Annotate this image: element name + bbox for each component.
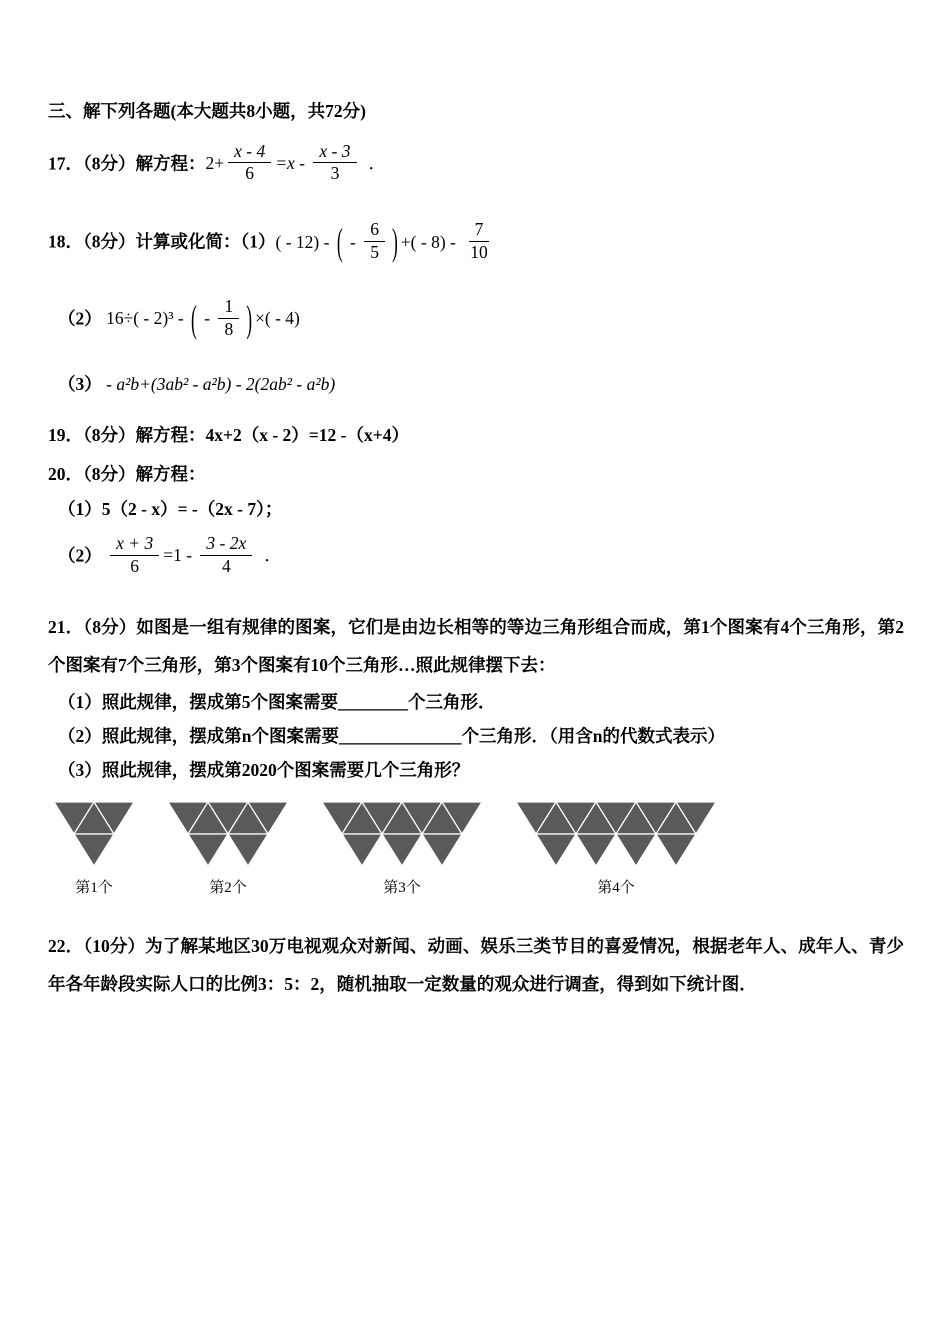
question-21 <box>48 608 904 685</box>
q18-part2-tag: （2） <box>58 308 102 329</box>
question-18 <box>48 221 904 266</box>
section-header-text: 三、解下列各题(本大题共8小题，共72分) <box>48 101 366 121</box>
pattern-2-label: 第2个 <box>209 879 247 896</box>
q20-number: 20． <box>48 463 83 484</box>
q18-stem: （8分）计算或化简： <box>83 231 241 252</box>
question-22 <box>48 927 904 1004</box>
left-paren: ( <box>191 296 197 340</box>
question-21-part1: （1）照此规律，摆成第5个图案需要________个三角形． <box>58 691 496 712</box>
question-20 <box>48 457 904 492</box>
question-21-part2: （2）照此规律，摆成第n个图案需要______________个三角形．（用含n的代数式表示） <box>58 725 725 746</box>
q20-part1-tag: （1） <box>58 498 102 519</box>
section-header <box>48 92 904 131</box>
pattern-4-label: 第4个 <box>597 879 635 896</box>
q17-eq-period: ． <box>368 152 386 173</box>
q21-number: 21． <box>48 616 84 637</box>
fraction <box>110 533 159 578</box>
q20-stem: （8分）解方程： <box>83 463 206 484</box>
pattern-3-triangles-image <box>322 801 482 867</box>
fraction-numerator: 3 - 2x <box>200 533 252 556</box>
pattern-figure-1 <box>54 801 134 897</box>
q18-number: 18． <box>48 231 83 252</box>
question-19 <box>48 418 904 453</box>
pattern-4-triangles-image <box>516 801 716 867</box>
q18-part2-expression <box>106 296 300 340</box>
fraction <box>313 141 356 186</box>
q17-eq-lead: 2+ <box>205 152 225 173</box>
fraction-numerator: 6 <box>364 219 385 242</box>
q18-part3-expression: - a²b+(3ab² - a²b) - 2(2ab² - a²b) <box>106 373 336 394</box>
q19-number: 19． <box>48 424 83 445</box>
q18-p1-lead: ( - 12) - <box>275 231 334 252</box>
q18-p2-neg: - <box>199 308 215 329</box>
pattern-3-label: 第3个 <box>383 879 421 896</box>
right-paren: ) <box>391 220 398 264</box>
question-18-part3 <box>48 371 904 396</box>
fraction-numerator: x + 3 <box>110 533 159 556</box>
q17-equation <box>205 140 387 184</box>
fraction-numerator: 7 <box>469 219 490 242</box>
q22-number: 22． <box>48 935 84 956</box>
pattern-figure-4 <box>516 801 716 897</box>
q20-p2-period: ． <box>264 545 282 566</box>
fraction <box>364 219 385 264</box>
pattern-1-triangles-image <box>54 801 134 867</box>
fraction-denominator: 10 <box>470 242 488 263</box>
fraction-denominator: 6 <box>130 555 140 576</box>
fraction-denominator: 8 <box>224 318 234 339</box>
pattern-figure-2 <box>168 801 288 897</box>
q20-part2-equation <box>106 532 282 576</box>
right-paren: ) <box>246 296 253 340</box>
q17-stem: （8分）解方程： <box>83 152 206 173</box>
question-20-part1 <box>48 492 904 527</box>
q18-p2-lead: 16÷( - 2)³ - <box>106 308 189 329</box>
q21-pattern-figures <box>48 801 904 897</box>
fraction-denominator: 4 <box>221 555 231 576</box>
q18-p1-mid: +( - 8) - <box>400 231 461 252</box>
q18-part3-tag: （3） <box>58 373 102 394</box>
fraction-numerator: x - 3 <box>313 141 356 164</box>
q21-stem: （8分）如图是一组有规律的图案，它们是由边长相等的等边三角形组合而成，第1个图案有4个三角形，第2个图案有7个三角形，第3个图案有10个三角形…照此规律摆下去： <box>48 616 905 675</box>
question-18-part2 <box>48 298 904 343</box>
fraction <box>218 296 239 341</box>
q18-part1-expression <box>275 219 498 264</box>
q18-part1-tag: （1） <box>240 231 276 252</box>
q20-part2-tag: （2） <box>58 545 102 566</box>
fraction <box>228 141 271 186</box>
q17-number: 17． <box>48 152 83 173</box>
q18-p1-neg: - <box>345 231 361 252</box>
q20-p2-mid: =1 - <box>163 545 197 566</box>
q17-eq-mid: =x - <box>275 152 310 173</box>
left-paren: ( <box>336 220 343 264</box>
fraction-denominator: 5 <box>370 242 379 263</box>
pattern-1-label: 第1个 <box>75 879 113 896</box>
fraction-denominator: 3 <box>330 163 340 184</box>
fraction-denominator: 6 <box>245 163 255 184</box>
q18-p2-tail: ×( - 4) <box>255 308 300 329</box>
q20-part1-equation: 5（2 - x）= -（2x - 7）； <box>101 498 283 519</box>
pattern-2-triangles-image <box>168 801 288 867</box>
pattern-figure-3 <box>322 801 482 897</box>
q22-stem: （10分）为了解某地区30万电视观众对新闻、动画、娱乐三类节目的喜爱情况，根据老年人、成年人、青少年各年龄段实际人口的比例3：5：2，随机抽取一定数量的观众进行调查，得到如下统计图． <box>48 935 905 995</box>
question-20-part2 <box>48 532 904 580</box>
fraction-numerator: 1 <box>218 296 239 319</box>
question-21-part3: （3）照此规律，摆成第2020个图案需要几个三角形？ <box>58 759 470 780</box>
question-17 <box>48 140 904 188</box>
fraction <box>200 533 252 578</box>
q19-stem: （8分）解方程：4x+2（x - 2）=12 -（x+4） <box>83 424 409 445</box>
fraction <box>464 219 494 264</box>
fraction-numerator: x - 4 <box>228 141 271 164</box>
